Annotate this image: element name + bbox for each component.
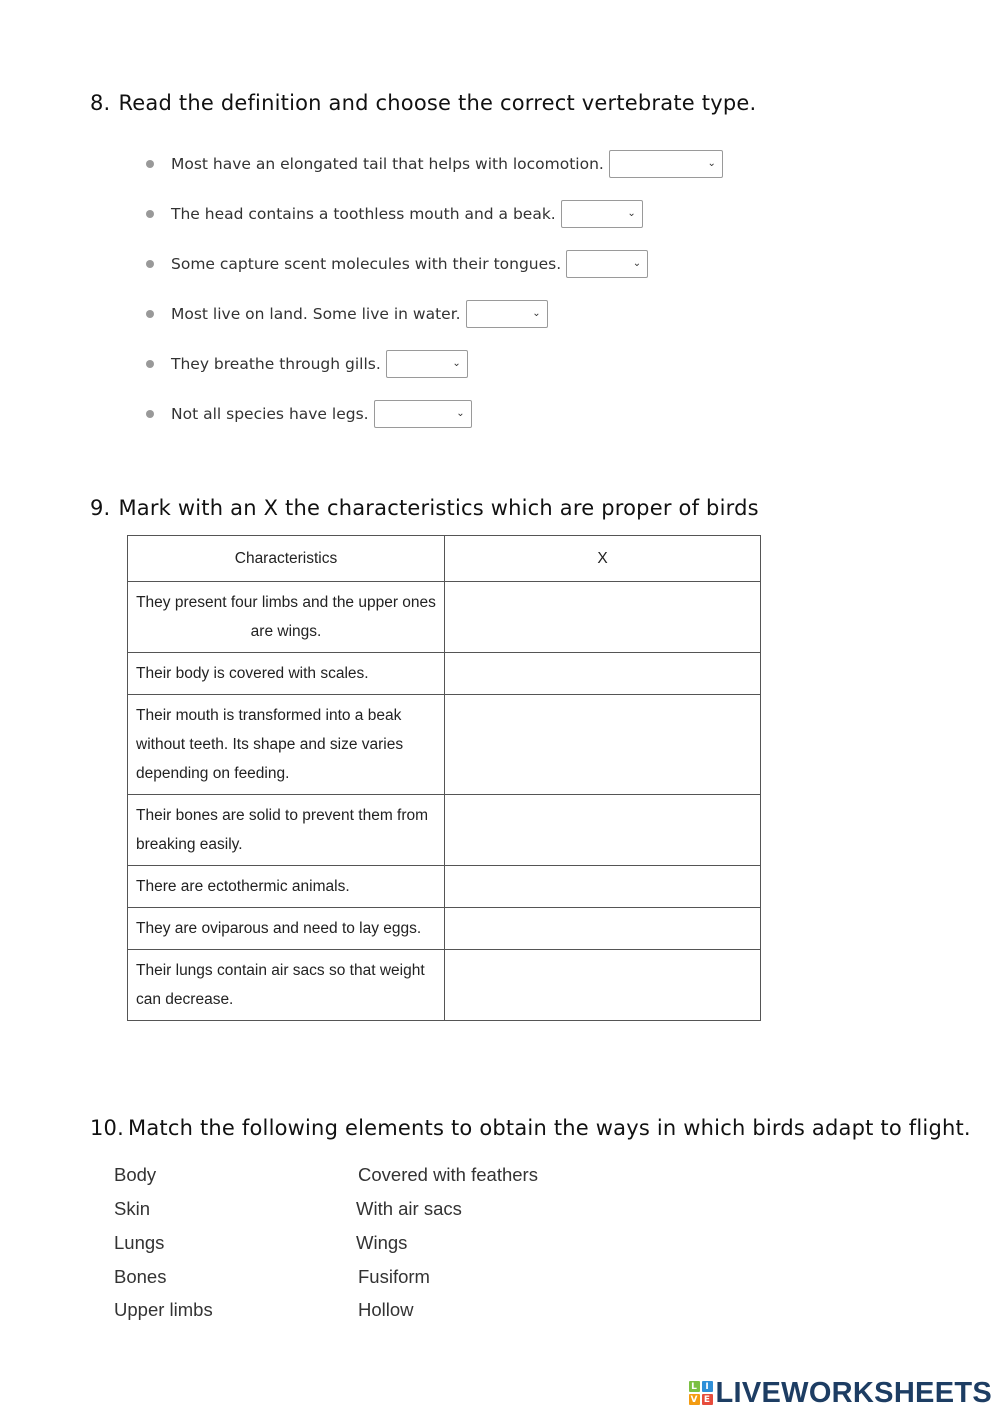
- question-text: Mark with an X the characteristics which are proper of birds: [118, 496, 759, 520]
- table-row: [128, 795, 761, 866]
- question-8-title: [90, 91, 756, 115]
- answer-cell[interactable]: [445, 795, 761, 866]
- bullet-icon: [146, 410, 154, 418]
- bullet-icon: [146, 210, 154, 218]
- characteristic-cell: Their lungs contain air sacs so that weight can decrease.: [128, 950, 445, 1021]
- characteristic-cell: Their mouth is transformed into a beak without teeth. Its shape and size varies depending on feeding.: [128, 695, 445, 795]
- column-header-x: X: [445, 536, 761, 582]
- match-left-item[interactable]: Bones: [114, 1266, 167, 1287]
- q8-item-text: Most live on land. Some live in water.: [171, 305, 461, 323]
- characteristic-cell: They are oviparous and need to lay eggs.: [128, 908, 445, 950]
- match-right-item[interactable]: Wings: [356, 1232, 408, 1253]
- chevron-down-icon: ⌄: [627, 207, 636, 219]
- answer-dropdown[interactable]: [386, 350, 468, 378]
- bullet-icon: [146, 310, 154, 318]
- chevron-down-icon: ⌄: [456, 407, 465, 419]
- match-right-item[interactable]: Covered with feathers: [358, 1164, 538, 1185]
- table-header-row: [128, 536, 761, 582]
- bullet-icon: [146, 260, 154, 268]
- answer-dropdown[interactable]: [566, 250, 648, 278]
- match-left-item[interactable]: Lungs: [114, 1232, 165, 1253]
- q8-item-text: Not all species have legs.: [171, 405, 369, 423]
- table-row: [128, 582, 761, 653]
- q8-item: [146, 249, 648, 279]
- logo-letter: E: [702, 1394, 713, 1405]
- chevron-down-icon: ⌄: [452, 357, 461, 369]
- table-row: [128, 950, 761, 1021]
- table-row: [128, 908, 761, 950]
- characteristics-table: [127, 535, 761, 1021]
- characteristic-cell: They present four limbs and the upper ones are wings.: [128, 582, 445, 653]
- question-10-title: [90, 1116, 971, 1140]
- answer-dropdown[interactable]: [609, 150, 723, 178]
- answer-dropdown[interactable]: [466, 300, 548, 328]
- chevron-down-icon: ⌄: [632, 257, 642, 269]
- q8-item: [146, 149, 723, 179]
- liveworksheets-logo[interactable]: [689, 1375, 993, 1411]
- question-9-title: [90, 496, 759, 520]
- match-right-item[interactable]: Hollow: [358, 1299, 414, 1320]
- q8-item-text: Some capture scent molecules with their tongues.: [171, 255, 562, 273]
- match-right-item[interactable]: With air sacs: [356, 1198, 462, 1219]
- column-header-characteristics: Characteristics: [128, 536, 445, 582]
- q8-item: [146, 349, 468, 379]
- q8-item-text: They breathe through gills.: [171, 355, 381, 373]
- logo-letter: I: [702, 1381, 713, 1392]
- match-left-item[interactable]: Body: [114, 1164, 157, 1185]
- bullet-icon: [146, 360, 154, 368]
- table-row: [128, 866, 761, 908]
- match-left-item[interactable]: Upper limbs: [114, 1299, 213, 1320]
- match-right-item[interactable]: Fusiform: [358, 1266, 430, 1287]
- question-text: Read the definition and choose the correct vertebrate type.: [118, 91, 757, 115]
- q8-item: [146, 299, 548, 329]
- question-number: 8.: [90, 91, 111, 115]
- answer-cell[interactable]: [445, 908, 761, 950]
- answer-dropdown[interactable]: [374, 400, 472, 428]
- bullet-icon: [146, 160, 154, 168]
- logo-icon: [689, 1381, 713, 1405]
- question-number: 10.: [90, 1116, 124, 1140]
- q8-item: [146, 199, 643, 229]
- logo-letter: V: [689, 1394, 700, 1405]
- chevron-down-icon: ⌄: [707, 157, 716, 169]
- q8-item: [146, 399, 472, 429]
- answer-dropdown[interactable]: [561, 200, 643, 228]
- logo-wordmark: LIVEWORKSHEETS: [715, 1376, 992, 1409]
- answer-cell[interactable]: [445, 695, 761, 795]
- characteristic-cell: There are ectothermic animals.: [128, 866, 445, 908]
- answer-cell[interactable]: [445, 950, 761, 1021]
- chevron-down-icon: ⌄: [532, 307, 541, 319]
- match-left-item[interactable]: Skin: [114, 1198, 150, 1219]
- answer-cell[interactable]: [445, 582, 761, 653]
- question-text: Match the following elements to obtain the ways in which birds adapt to flight.: [128, 1116, 971, 1140]
- table-row: [128, 653, 761, 695]
- table-row: [128, 695, 761, 795]
- characteristic-cell: Their bones are solid to prevent them from breaking easily.: [128, 795, 445, 866]
- q8-item-text: The head contains a toothless mouth and a beak.: [171, 205, 556, 223]
- q8-item-text: Most have an elongated tail that helps with locomotion.: [171, 155, 604, 173]
- answer-cell[interactable]: [445, 866, 761, 908]
- logo-letter: L: [689, 1381, 700, 1392]
- characteristic-cell: Their body is covered with scales.: [128, 653, 445, 695]
- answer-cell[interactable]: [445, 653, 761, 695]
- question-number: 9.: [90, 496, 111, 520]
